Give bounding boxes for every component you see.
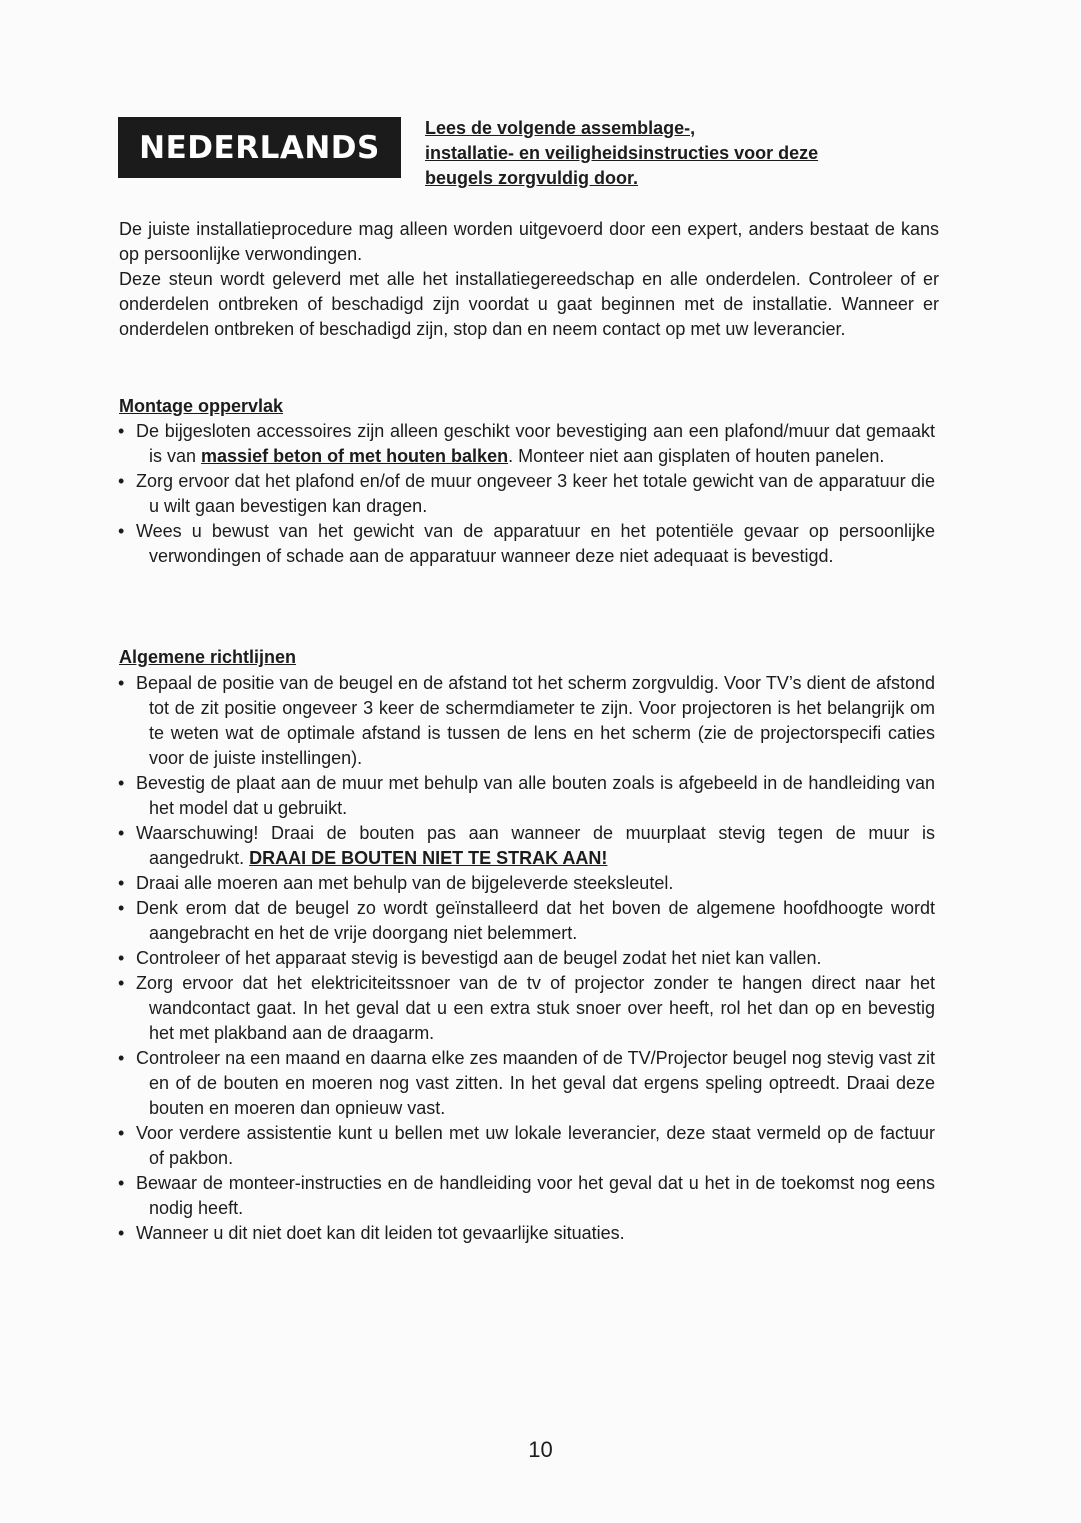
list-item-text: Wanneer u dit niet doet kan dit leiden tot gevaarlijke situaties. <box>136 1223 625 1243</box>
list-item <box>118 896 935 946</box>
list-item <box>118 1221 935 1246</box>
list-item-text: Controleer of het apparaat stevig is bevestigd aan de beugel zodat het niet kan vallen. <box>136 948 822 968</box>
list-item-text: Bevestig de plaat aan de muur met behulp van alle bouten zoals is afgebeeld in de handleiding van het model dat u gebruikt. <box>136 773 935 818</box>
list-item <box>118 419 935 469</box>
list-item <box>118 469 935 519</box>
list-item-text: De bijgesloten accessoires zijn alleen geschikt voor bevestiging aan een plafond/muur dat gemaakt is van massief beton of met houten balken. Monteer niet aan gisplaten of houten panelen. <box>136 421 935 466</box>
section-title-montage: Montage oppervlak <box>119 396 284 416</box>
list-item-text: Wees u bewust van het gewicht van de apparatuur en het potentiële gevaar op persoonlijke verwondingen of schade aan de apparatuur wanneer deze niet adequaat is bevestigd. <box>136 521 935 566</box>
list-item-text: Zorg ervoor dat het elektriciteitssnoer van de tv of projector zonder te hangen direct naar het wandcontact gaat. In het geval dat u een extra stuk snoer over heeft, rol het dan op en bevestig het met plakband aan de draagarm. <box>136 973 935 1043</box>
list-item-text: Bewaar de monteer-instructies en de handleiding voor het geval dat u het in de toekomst nog eens nodig heeft. <box>136 1173 935 1218</box>
emphasis-text: massief beton of met houten balken <box>201 446 509 466</box>
montage-list <box>118 419 935 569</box>
list-item <box>118 519 935 569</box>
list-item-text: Denk erom dat de beugel zo wordt geïnstalleerd dat het boven de algemene hoofdhoogte wordt aangebracht en het de vrije doorgang niet belemmert. <box>136 898 935 943</box>
list-item <box>118 1046 935 1121</box>
list-item <box>118 871 935 896</box>
list-item <box>118 821 935 871</box>
list-item <box>118 946 935 971</box>
section-title-richtlijnen: Algemene richtlijnen <box>119 647 297 667</box>
intro-heading-line: beugels zorgvuldig door. <box>425 168 639 188</box>
intro-heading-line: installatie- en veiligheidsinstructies voor deze <box>425 143 819 163</box>
page-number: 10 <box>528 1437 553 1462</box>
list-item <box>118 671 935 771</box>
intro-heading-line: Lees de volgende assemblage-, <box>425 118 696 138</box>
intro-paragraph-2: Deze steun wordt geleverd met alle het installatiegereedschap en alle onderdelen. Controleer of er onderdelen ontbreken of beschadigd zijn voordat u gaat beginnen met de installatie. Wanneer er onderdelen ontbreken of beschadigd zijn, stop dan en neem contact op met uw leverancier. <box>119 269 939 339</box>
intro-heading <box>425 116 885 191</box>
list-item-text: Draai alle moeren aan met behulp van de bijgeleverde steeksleutel. <box>136 873 674 893</box>
list-item <box>118 771 935 821</box>
list-item-text: Bepaal de positie van de beugel en de afstand tot het scherm zorgvuldig. Voor TV’s dient de afstond tot de zit positie ongeveer 3 keer de schermdiameter te zijn. Voor projectoren is het belangrijk om te weten wat de optimale afstand is tussen de lens en het scherm (zie de projectorspecifi caties voor de juiste instellingen). <box>136 673 935 768</box>
emphasis-text: DRAAI DE BOUTEN NIET TE STRAK AAN! <box>249 848 608 868</box>
list-item-text: Zorg ervoor dat het plafond en/of de muur ongeveer 3 keer het totale gewicht van de apparatuur die u wilt gaan bevestigen kan dragen. <box>136 471 935 516</box>
list-item <box>118 971 935 1046</box>
richtlijnen-list <box>118 671 935 1246</box>
list-item <box>118 1121 935 1171</box>
list-item <box>118 1171 935 1221</box>
language-badge: NEDERLANDS <box>118 117 401 178</box>
list-item-text: Voor verdere assistentie kunt u bellen met uw lokale leverancier, deze staat vermeld op de factuur of pakbon. <box>136 1123 935 1168</box>
list-item-text: Waarschuwing! Draai de bouten pas aan wanneer de muurplaat stevig tegen de muur is aangedrukt. DRAAI DE BOUTEN NIET TE STRAK AAN! <box>136 823 935 868</box>
intro-paragraph-1: De juiste installatieprocedure mag alleen worden uitgevoerd door een expert, anders bestaat de kans op persoonlijke verwondingen. <box>119 219 939 264</box>
list-item-text: Controleer na een maand en daarna elke zes maanden of de TV/Projector beugel nog stevig vast zit en of de bouten en moeren nog vast zitten. In het geval dat ergens speling optreedt. Draai deze bouten en moeren dan opnieuw vast. <box>136 1048 935 1118</box>
